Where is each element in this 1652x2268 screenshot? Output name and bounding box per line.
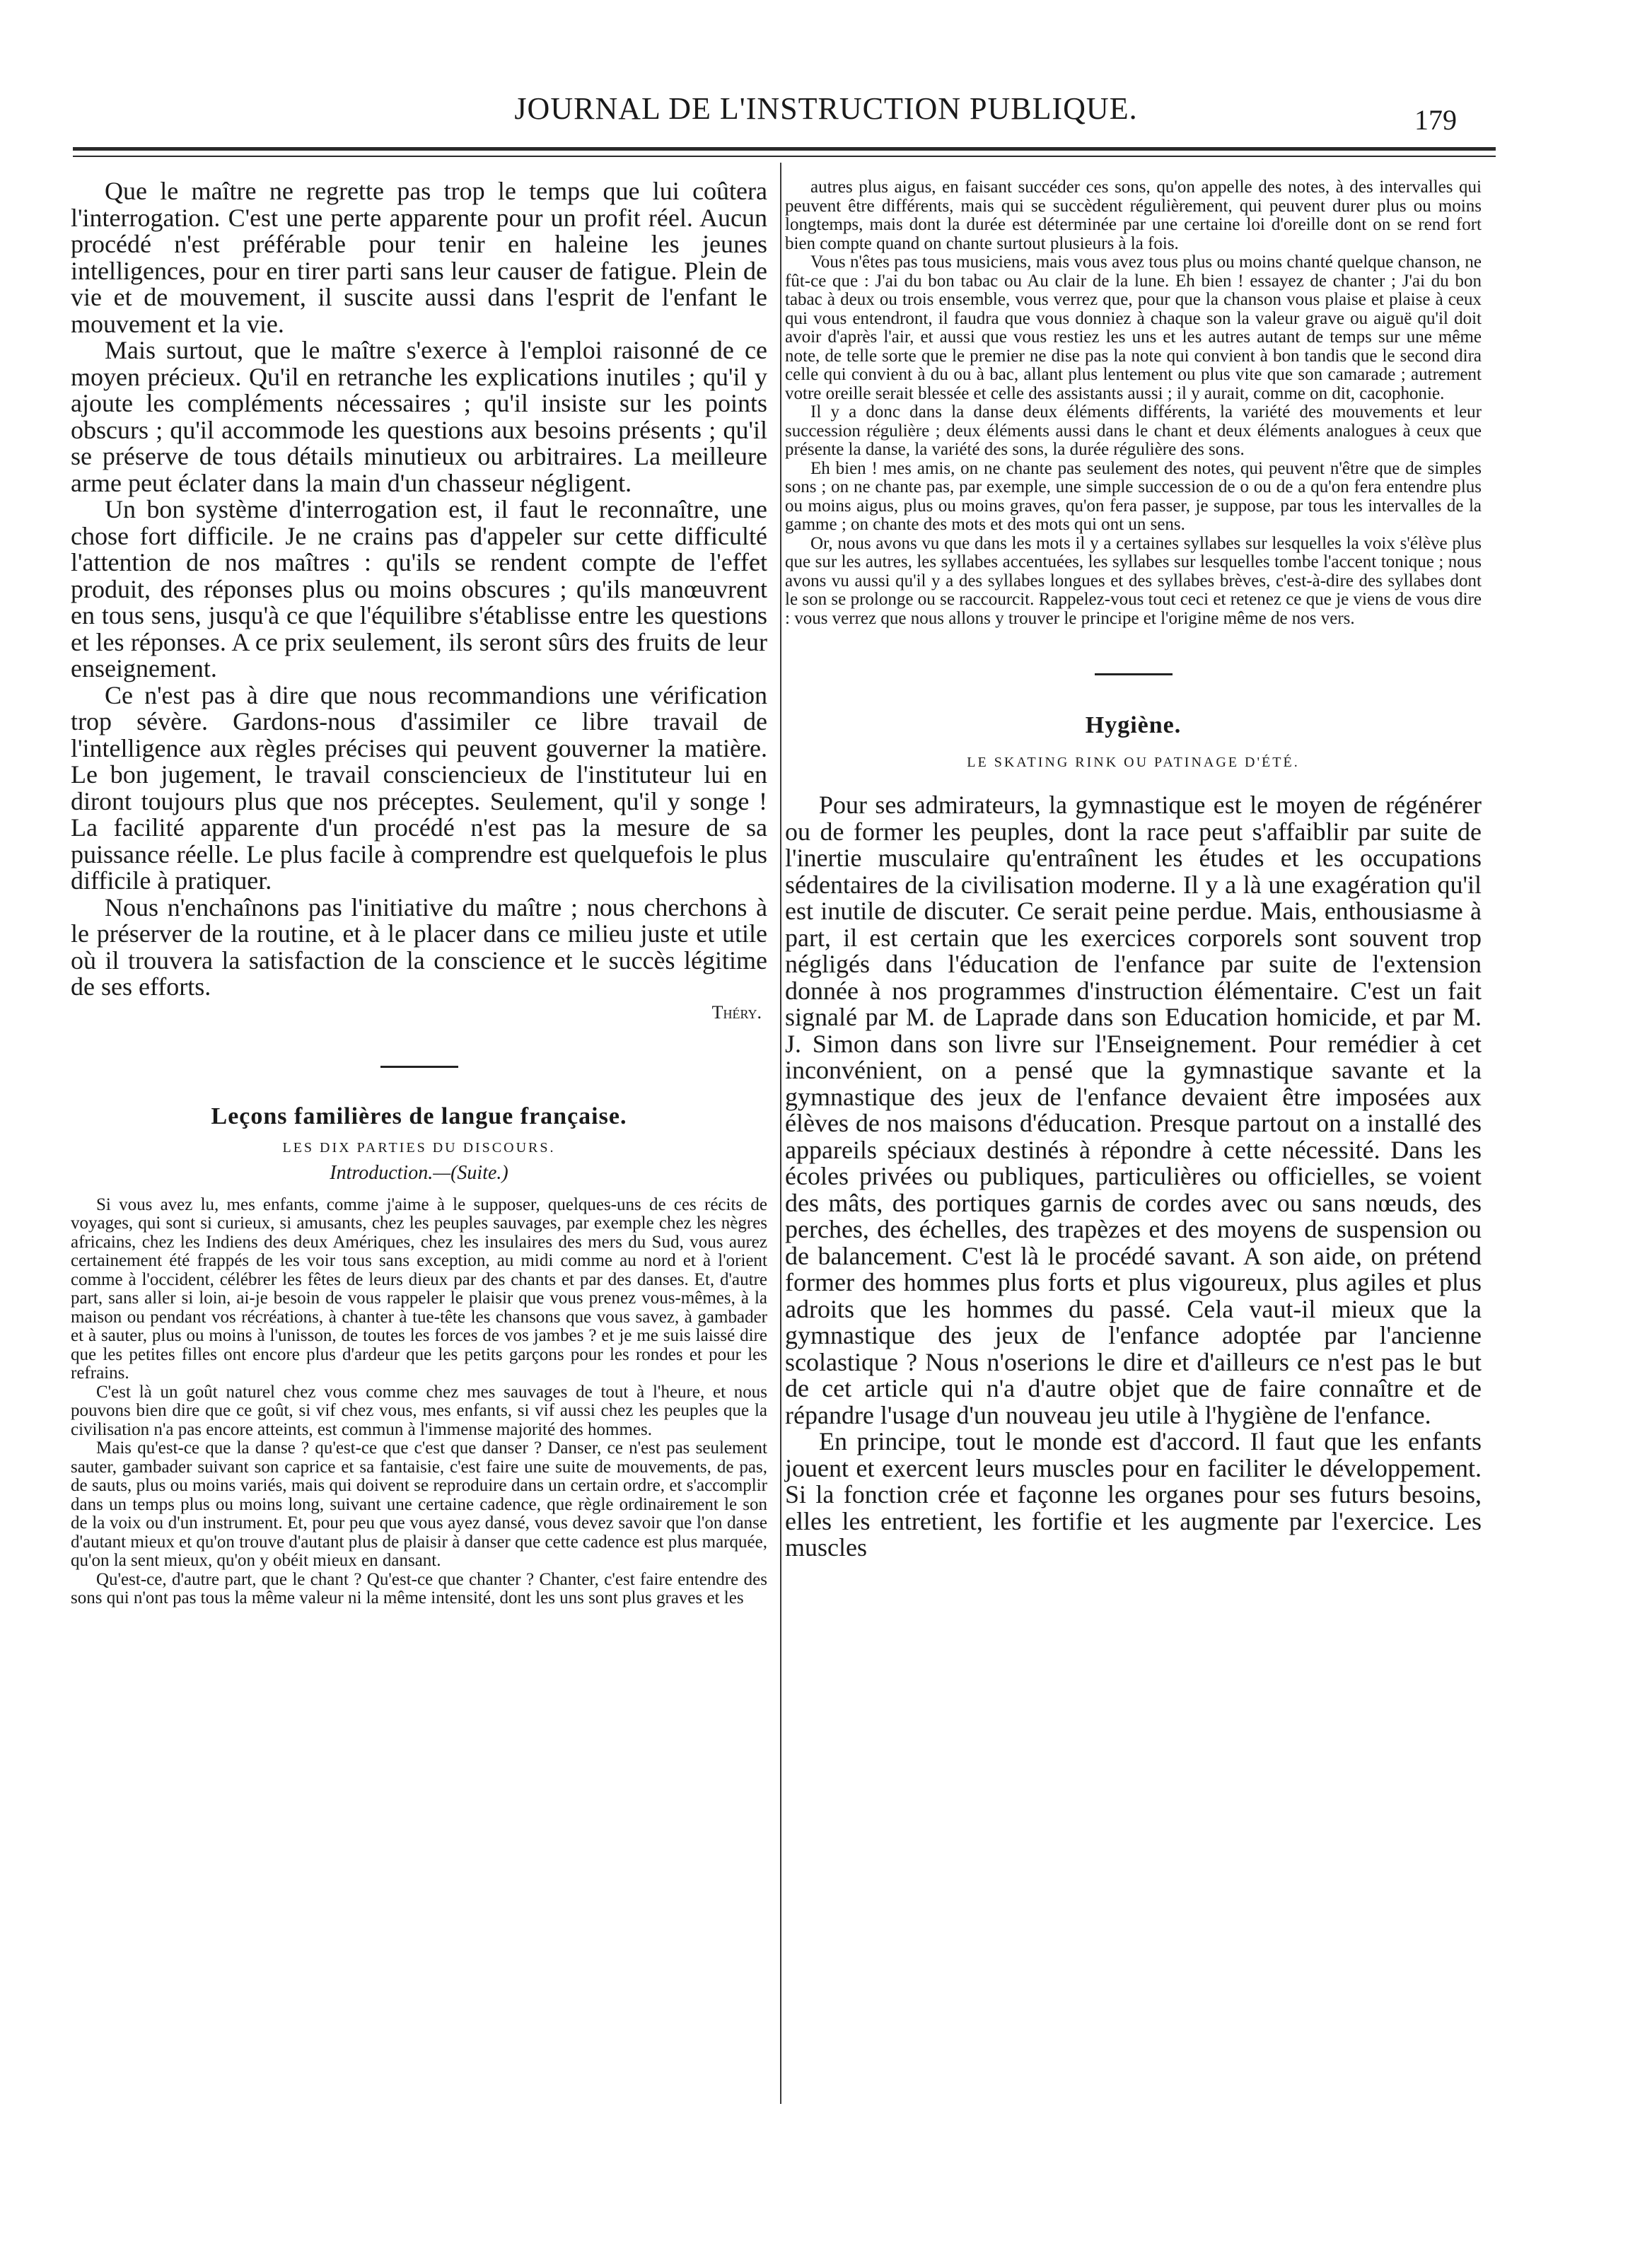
lesson-paragraph: Eh bien ! mes amis, on ne chante pas seulement des notes, qui peuvent n'être que de simples sons ; on ne chante pas, par exemple, une simple succession de o ou de a qu'on fera entendre plus ou moins aigus, plus ou moins graves, qu'on fera passer, je suppose, par tous les intervalles de la gamme ; on chante des mots et des mots qui ont un sens. xyxy=(785,458,1482,534)
essay-paragraph: Ce n'est pas à dire que nous recommandions une vérification trop sévère. Gardons-nous d'assimiler ce libre travail de l'intelligence aux règles précises qui peuvent gouverner la matière. Le bon jugement, le travail consciencieux de l'instituteur lui en diront toujours plus que nos préceptes. Seulement, qu'il y songe ! La facilité apparente d'un procédé n'est pas la mesure de sa puissance réelle. Le plus facile à comprendre est quelquefois le plus difficile à pratiquer. xyxy=(71,680,767,895)
lessons-subheading: LES DIX PARTIES DU DISCOURS. xyxy=(282,1139,556,1156)
lesson-paragraph: Il y a donc dans la danse deux éléments différents, la variété des mouvements et leur succession régulière ; deux éléments aussi dans le chant et deux éléments analogues à ceux que présente la danse, la variété des sons, la durée régulière des sons. xyxy=(785,402,1482,459)
essay-article xyxy=(71,178,767,1001)
column-divider xyxy=(780,163,781,2104)
header-rule-thin xyxy=(73,156,1496,157)
hygiene-heading: Hygiène. xyxy=(1085,712,1182,738)
hygiene-body xyxy=(785,792,1482,1562)
essay-paragraph: Nous n'enchaînons pas l'initiative du maître ; nous cherchons à le préserver de la routine, et à le placer dans ce milieu juste et utile où il trouvera la satisfaction de la conscience et le succès légitime de ses efforts. xyxy=(71,892,767,1001)
lesson-paragraph: Or, nous avons vu que dans les mots il y a certaines syllabes sur lesquelles la voix s'élève plus que sur les autres, les syllabes accentuées, les syllabes sur lesquelles tombe l'accent tonique ; nous avons vu aussi qu'il y a des syllabes longues et des syllabes brèves, c'est-à-dire des syllabes dont le son se prolonge ou se raccourcit. Rappelez-vous tout ceci et retenez ce que je viens de vous dire : vous verrez que nous allons y trouver le principe et l'origine même de nos vers. xyxy=(785,533,1482,628)
lesson-paragraph: autres plus aigus, en faisant succéder ces sons, qu'on appelle des notes, à des intervalles qui peuvent être différents, mais qui se succèdent régulièrement, qui peuvent durer plus ou moins longtemps, mais dont la durée est déterminée par une certaine loi d'oreille dont on se rend fort bien compte quand on chante surtout plusieurs à la fois. xyxy=(785,178,1482,253)
lessons-heading: Leçons familières de langue française. xyxy=(211,1103,627,1129)
essay-signature: Théry. xyxy=(711,1001,762,1023)
lesson-paragraph: Si vous avez lu, mes enfants, comme j'aime à le supposer, quelques-uns de ces récits de voyages, qui sont si curieux, si amusants, chez les peuples sauvages, par exemple chez les nègres africains, chez les Indiens des deux Amériques, chez les insulaires des mers du Sud, vous aurez certainement été frappés de les voir tous sans exception, au midi comme au nord et à l'orient comme à l'occident, célébrer les fêtes de leurs dieux par des chants et par des danses. Et, d'autre part, sans aller si loin, ai-je besoin de vous rappeler le plaisir que vous prenez vous-mêmes, à la maison ou pendant vos récréations, à chanter à tue-tête les chansons que vous savez, à gambader et à sauter, plus ou moins à l'unisson, de toutes les forces de vos jambes ? et je me suis laissé dire que les petites filles ont encore plus d'ardeur que les petits garçons pour les rondes et pour les refrains. xyxy=(71,1194,767,1383)
essay-paragraph: Un bon système d'interrogation est, il faut le reconnaître, une chose fort difficile. Je ne crains pas d'appeler sur cette difficulté l'attention de nos maîtres : qu'ils se rendent compte de l'effet produit, des réponses plus ou moins obscures ; qu'ils manœuvrent en tous sens, jusqu'à ce que l'équilibre s'établisse entre les questions et les réponses. A ce prix seulement, ils seront sûrs des fruits de leur enseignement. xyxy=(71,495,767,682)
lessons-body xyxy=(71,1196,767,1608)
lesson-paragraph: Qu'est-ce, d'autre part, que le chant ? Qu'est-ce que chanter ? Chanter, c'est faire entendre des sons qui n'ont pas tous la même valeur ni la même intensité, dont les uns sont plus graves et les xyxy=(71,1569,767,1607)
left-column xyxy=(71,178,767,1608)
lesson-paragraph: Vous n'êtes pas tous musiciens, mais vous avez tous plus ou moins chanté quelque chanson, ne fût-ce que : J'ai du bon tabac ou Au clair de la lune. Eh bien ! essayez de chanter ; J'ai du bon tabac à deux ou trois ensemble, vous verrez que, pour que la chanson vous plaise et plaise à ceux qui vous entendront, il faudra que vous donniez à chaque son la valeur grave ou aiguë qu'il doit avoir d'après l'air, et aussi que vous restiez les uns et les autres autant de temps sur une même note, de telle sorte que le premier ne dise pas la note qui convient à bon tandis que le second dira celle qui convient à du ou à bac, allant plus lentement ou plus vite que son camarade ; autrement votre oreille serait blessée et celle des assistants aussi ; il y aurait, comme on dit, cacophonie. xyxy=(785,252,1482,403)
lessons-intro-heading: Introduction.—(Suite.) xyxy=(330,1161,508,1184)
lessons-continuation xyxy=(785,178,1482,628)
right-column xyxy=(785,178,1482,1562)
hygiene-paragraph: En principe, tout le monde est d'accord. Il faut que les enfants jouent et exercent leurs muscles pour en faciliter le développement. Si la fonction crée et façonne les organes pour ses futurs besoins, elles les entretient, les fortifie et les augmente par l'exercice. Les muscles xyxy=(785,1427,1482,1562)
page-number: 179 xyxy=(1414,104,1457,136)
header-rule-thick xyxy=(73,147,1496,151)
essay-paragraph: Que le maître ne regrette pas trop le temps que lui coûtera l'interrogation. C'est une perte apparente pour un profit réel. Aucun procédé n'est préférable pour tenir en haleine les jeunes intelligences, pour en tirer parti sans leur causer de fatigue. Plein de vie et de mouvement, il suscite aussi dans l'esprit de l'enfant le mouvement et la vie. xyxy=(71,177,767,338)
hygiene-paragraph: Pour ses admirateurs, la gymnastique est le moyen de régénérer ou de former les peuples, dont la race peut s'affaiblir par suite de l'inertie musculaire qu'entraînent les études et les occupations sédentaires de la civilisation moderne. Il y a là une exagération qu'il est inutile de discuter. Ce serait peine perdue. Mais, enthousiasme à part, il est certain que les exercices corporels sont souvent trop négligés dans l'éducation de l'enfance par suite de l'extension donnée à nos programmes d'instruction élémentaire. C'est un fait signalé par M. de Laprade dans son Education homicide, et par M. J. Simon dans son livre sur l'Enseignement. Pour remédier à cet inconvénient, on a pensé que la gymnastique savante et la gymnastique des jeux de l'enfance devaient être imposées aux élèves de nos maisons d'éducation. Presque partout on a installé des appareils spéciaux destinés à répondre à cette nécessité. Dans les écoles privées ou publiques, particulières ou officielles, se voient des mâts, des portiques garnis de cordes avec ou sans nœuds, des perches, des échelles, des trapèzes et des moyens de suspension ou de balancement. C'est là le procédé savant. A son aide, on prétend former des hommes plus forts et plus vigoureux, plus agiles et plus adroits que les hommes du passé. Cela vaut-il mieux que la gymnastique des jeux de l'enfance adoptée par l'ancienne scolastique ? Nous n'oserions le dire et d'ailleurs ce n'est pas le but de cet article qui n'a d'autre objet que de faire connaître et de répandre l'usage d'un nouveau jeu utile à l'hygiène de l'enfance. xyxy=(785,791,1482,1429)
lesson-paragraph: Mais qu'est-ce que la danse ? qu'est-ce que c'est que danser ? Danser, ce n'est pas seulement sauter, gambader suivant son caprice et sa fantaisie, c'est faire une suite de mouvements, de pas, de sauts, plus ou moins variés, mais qui doivent se reproduire dans un certain ordre, et s'accomplir dans un temps plus ou moins long, suivant une certaine cadence, que règle ordinairement le son de la voix ou d'un instrument. Et, pour peu que vous ayez dansé, vous devez savoir que l'on danse d'autant mieux et qu'on trouve d'autant plus de plaisir à danser que cette cadence est plus marquée, qu'on la sent mieux, qu'on y obéit mieux en dansant. xyxy=(71,1438,767,1570)
hygiene-subheading: LE SKATING RINK OU PATINAGE D'ÉTÉ. xyxy=(967,755,1300,770)
lesson-paragraph: C'est là un goût naturel chez vous comme chez mes sauvages de tout à l'heure, et nous pouvons bien dire que ce goût, si vif chez vous, mes enfants, si vif aussi chez les peuples que la civilisation n'a pas encore atteints, est commun à l'immense majorité des hommes. xyxy=(71,1382,767,1439)
essay-paragraph: Mais surtout, que le maître s'exerce à l'emploi raisonné de ce moyen précieux. Qu'il en retranche les explications inutiles ; qu'il y ajoute les compléments nécessaires ; qu'il insiste sur les points obscurs ; qu'il accommode les questions aux besoins présents ; qu'il se préserve de tous détails minutieux ou arbitraires. La meilleure arme peut éclater dans la main d'un chasseur négligent. xyxy=(71,336,767,497)
running-head-title: JOURNAL DE L'INSTRUCTION PUBLIQUE. xyxy=(514,91,1138,126)
